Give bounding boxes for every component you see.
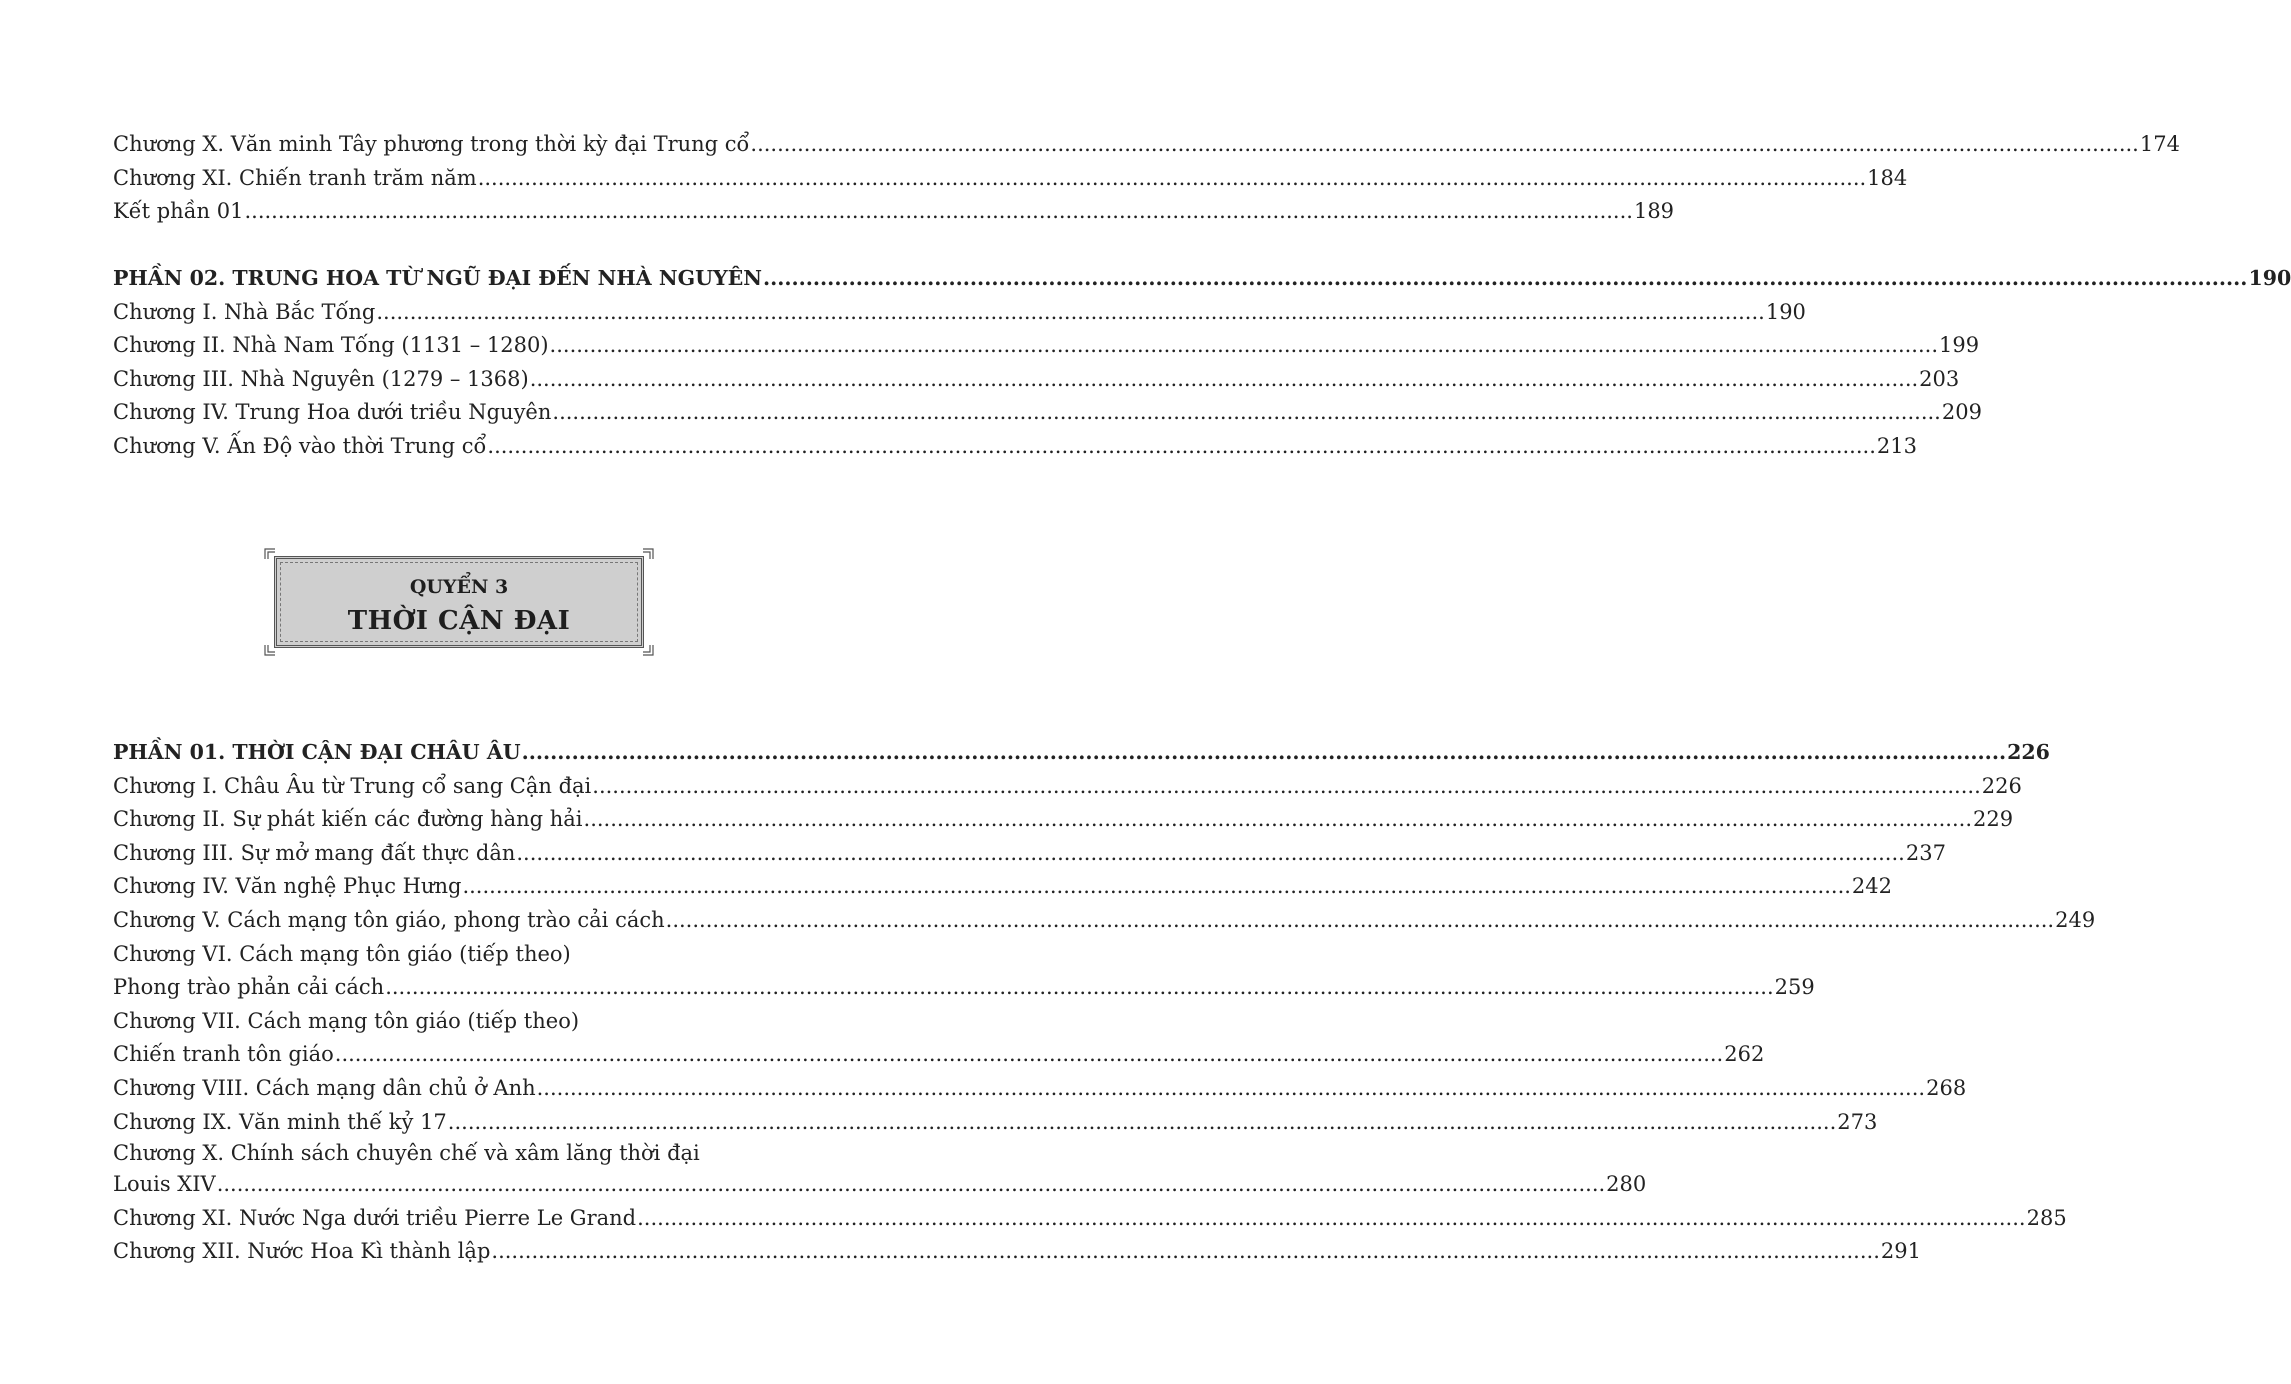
toc-entry[interactable]: Chiến tranh tôn giáo ..... 262 xyxy=(113,1038,798,1072)
toc-entry[interactable]: Chương VIII. Cách mạng dân chủ ở Anh ..... 268 xyxy=(113,1072,798,1106)
toc-entry[interactable]: Chương II. Nhà Nam Tống (1131 – 1280) ..... 199 xyxy=(113,329,803,363)
toc-entry[interactable]: Chương XII. Nước Hoa Kì thành lập ..... 291 xyxy=(113,1235,803,1269)
toc-entry-line[interactable]: Chương X. Chính sách chuyên chế và xâm lăng thời đại xyxy=(113,1141,700,1166)
volume-banner xyxy=(264,548,654,656)
volume-title: THỜI CẬN ĐẠI xyxy=(347,606,571,636)
volume-label: QUYỂN 3 xyxy=(409,576,509,598)
toc-entry[interactable]: Louis XIV ..... 280 xyxy=(113,1168,798,1202)
toc-entry[interactable]: Chương XI. Chiến tranh trăm năm ..... 184 xyxy=(113,162,803,196)
toc-part-02 xyxy=(113,262,2291,464)
toc-entry[interactable]: Chương V. Ấn Độ vào thời Trung cổ ..... 213 xyxy=(113,430,803,464)
toc-part-01 xyxy=(113,736,2096,1269)
toc-entry[interactable]: Chương II. Sự phát kiến các đường hàng hải ..... 229 xyxy=(113,803,798,837)
toc-entry[interactable]: Chương I. Châu Âu từ Trung cổ sang Cận đại ..... 226 xyxy=(113,770,798,804)
part-heading[interactable]: PHẦN 01. THỜI CẬN ĐẠI CHÂU ÂU ..... 226 xyxy=(113,736,798,770)
toc-section-continued xyxy=(113,128,2180,229)
toc-entry[interactable]: Chương V. Cách mạng tôn giáo, phong trào cải cách ..... 249 xyxy=(113,904,798,938)
ornament-corner-icon xyxy=(264,548,276,560)
toc-entry[interactable]: Chương I. Nhà Bắc Tống ..... 190 xyxy=(113,296,803,330)
toc-entry[interactable]: Phong trào phản cải cách ..... 259 xyxy=(113,971,798,1005)
toc-entry[interactable]: Chương IX. Văn minh thế kỷ 17 ..... 273 xyxy=(113,1106,798,1140)
toc-entry[interactable]: Chương X. Văn minh Tây phương trong thời kỳ đại Trung cổ ..... 174 xyxy=(113,128,803,162)
toc-entry[interactable]: Chương XI. Nước Nga dưới triều Pierre Le Grand ..... 285 xyxy=(113,1202,798,1236)
ornament-corner-icon xyxy=(264,644,276,656)
toc-entry[interactable]: Chương IV. Văn nghệ Phục Hưng ..... 242 xyxy=(113,870,798,904)
toc-entry-line[interactable]: Chương VI. Cách mạng tôn giáo (tiếp theo) xyxy=(113,941,571,966)
toc-entry[interactable]: Chương III. Nhà Nguyên (1279 – 1368) ..... 203 xyxy=(113,363,803,397)
toc-entry-line[interactable]: Chương VII. Cách mạng tôn giáo (tiếp theo) xyxy=(113,1008,580,1033)
ornament-corner-icon xyxy=(642,644,654,656)
ornament-corner-icon xyxy=(642,548,654,560)
toc-entry[interactable]: Chương III. Sự mở mang đất thực dân ..... 237 xyxy=(113,837,798,871)
part-heading[interactable]: PHẦN 02. TRUNG HOA TỪ NGŨ ĐẠI ĐẾN NHÀ NGUYÊN ..... 190 xyxy=(113,262,803,296)
toc-entry[interactable]: Kết phần 01 ..... 189 xyxy=(113,195,803,229)
toc-entry[interactable]: Chương IV. Trung Hoa dưới triều Nguyên ..... 209 xyxy=(113,396,803,430)
